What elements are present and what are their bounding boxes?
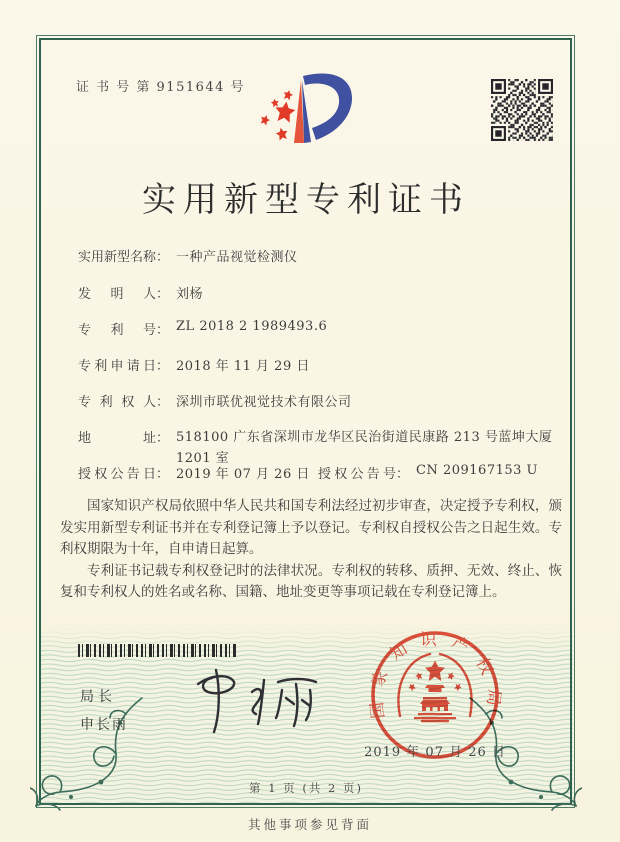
legal-paragraph: 国家知识产权局依照中华人民共和国专利法经过初步审查，决定授予专利权，颁发实用新型专利证书并在专利登记簿上予以登记。专利权自授权公告之日起生效。专利权期限为十年，自申请日起算。 [60, 498, 562, 557]
national-emblem-icon [407, 661, 463, 720]
field-row-patentee [78, 391, 352, 410]
field-row-grant-date [78, 463, 310, 482]
field-row-grant-number [318, 463, 538, 482]
seal-text: 国家知识产权局 [365, 629, 505, 720]
certificate-number: 证 书 号 第 9151644 号 [76, 80, 246, 95]
field-label: 专利申请日 [78, 359, 156, 374]
seal-date: 2019 年 07 月 26 日 [364, 745, 506, 760]
director-title: 局长 [80, 689, 116, 705]
field-colon: ： [156, 395, 170, 410]
field-value: 刘杨 [176, 287, 204, 302]
field-row-patent-number [78, 319, 327, 338]
director-name: 申长雨 [80, 717, 128, 733]
field-value: CN 209167153 U [416, 463, 538, 478]
cnipa-logo-icon [248, 54, 398, 162]
field-label: 实用新型名称 [78, 250, 157, 265]
field-colon: ： [156, 467, 170, 482]
field-value: ZL 2018 2 1989493.6 [176, 319, 328, 334]
field-value: 2019 年 07 月 26 日 [176, 467, 310, 482]
certificate-title: 实用新型专利证书 [142, 180, 470, 220]
field-row-inventor [78, 283, 203, 302]
page-indicator: 第 1 页 (共 2 页) [249, 781, 363, 795]
field-value: 一种产品视觉检测仪 [176, 250, 298, 265]
field-colon: ： [156, 323, 170, 338]
field-label: 授权公告号 [318, 467, 396, 482]
qr-code [491, 79, 553, 141]
field-row-name [78, 246, 298, 265]
field-label: 发明人 [78, 287, 156, 302]
field-colon: ： [396, 467, 410, 482]
field-colon: ： [156, 287, 170, 302]
director-signature [178, 666, 328, 741]
back-note: 其他事项参见背面 [247, 817, 372, 832]
field-label: 专利号 [78, 323, 156, 338]
barcode [78, 644, 236, 657]
field-value: 深圳市联优视觉技术有限公司 [176, 395, 352, 410]
legal-text-block [60, 496, 562, 604]
field-label: 专利权人 [78, 395, 156, 410]
field-value: 518100 广东省深圳市龙华区民治街道民康路 213 号蓝坤大厦 1201 室 [176, 430, 553, 466]
field-row-filing-date [78, 355, 310, 374]
field-colon: ： [156, 250, 170, 265]
field-label: 授权公告日 [78, 467, 156, 482]
field-value: 2018 年 11 月 29 日 [176, 359, 310, 374]
field-label: 地址 [78, 431, 156, 446]
field-colon: ： [156, 431, 170, 446]
field-colon: ： [156, 359, 170, 374]
legal-paragraph: 专利证书记载专利权登记时的法律状况。专利权的转移、质押、无效、终止、恢复和专利权人的姓名或名称、国籍、地址变更等事项记载在专利登记簿上。 [60, 562, 562, 600]
